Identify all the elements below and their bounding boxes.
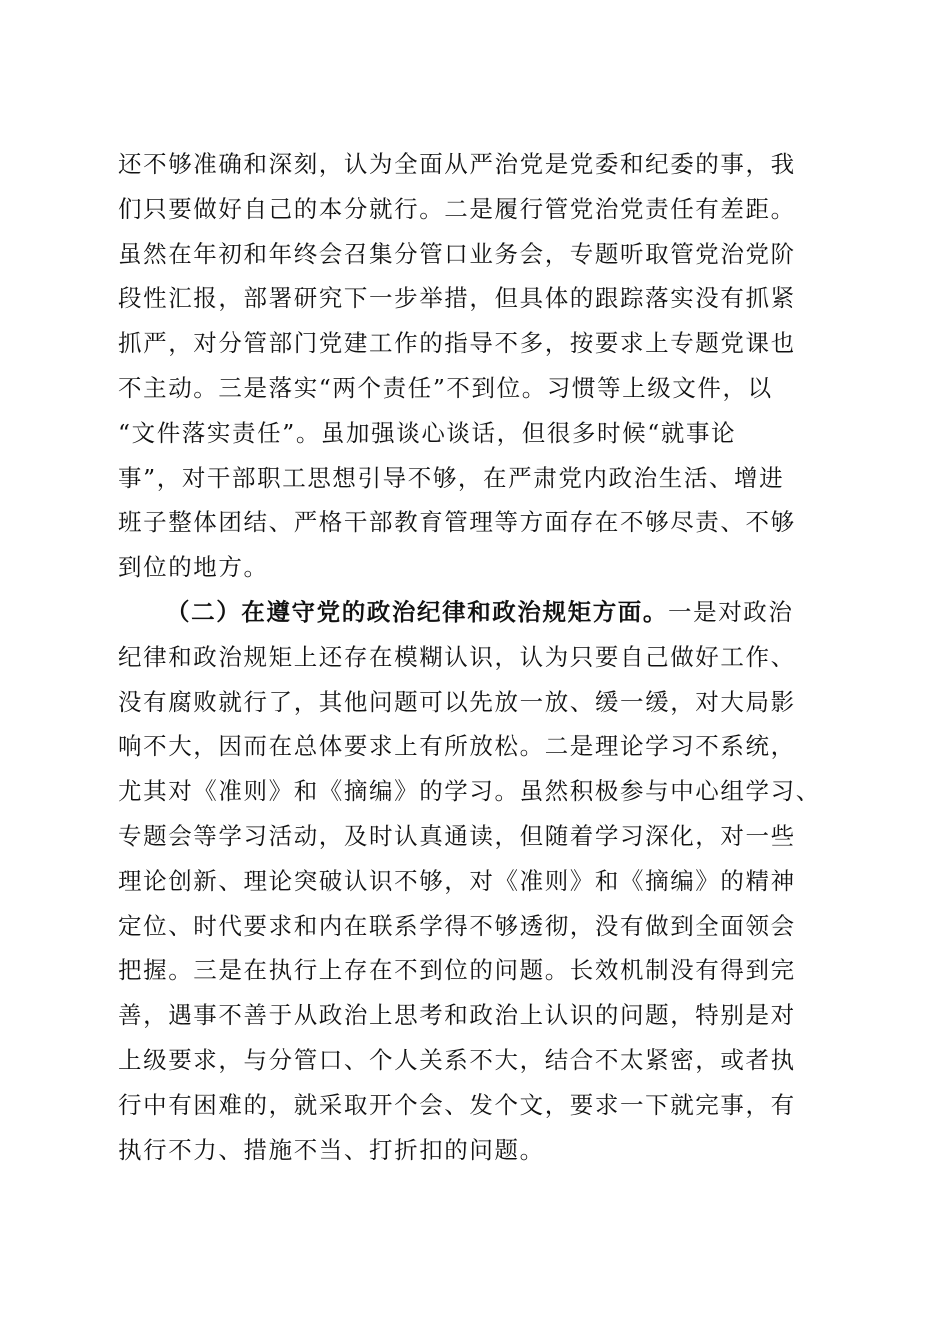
text-line: 事”，对干部职工思想引导不够，在严肃党内政治生活、增进 [118, 463, 785, 492]
text-line: 到位的地方。 [118, 553, 269, 582]
text-line: 善，遇事不善于从政治上思考和政治上认识的问题，特别是对 [118, 1001, 796, 1030]
text-line: 段性汇报，部署研究下一步举措，但具体的跟踪落实没有抓紧 [118, 284, 796, 313]
text-line: 没有腐败就行了，其他问题可以先放一放、缓一缓，对大局影 [118, 687, 796, 716]
text-line: 行中有困难的，就采取开个会、发个文，要求一下就完事，有 [118, 1090, 796, 1119]
text-line: 响不大，因而在总体要求上有所放松。二是理论学习不系统， [118, 732, 796, 761]
text-line: 纪律和政治规矩上还存在模糊认识，认为只要自己做好工作、 [118, 642, 796, 671]
section-2-first-line-rest: 一是对政治 [668, 597, 794, 626]
text-line: “文件落实责任”。虽加强谈心谈话，但很多时候“就事论 [118, 418, 737, 447]
text-line: 不主动。三是落实“两个责任”不到位。习惯等上级文件，以 [118, 373, 773, 402]
paragraph-1 [118, 142, 838, 590]
text-line: 上级要求，与分管口、个人关系不大，结合不太紧密，或者执 [118, 1045, 796, 1074]
text-line: 们只要做好自己的本分就行。二是履行管党治党责任有差距。 [118, 194, 796, 223]
text-line: 定位、时代要求和内在联系学得不够透彻，没有做到全面领会 [118, 911, 796, 940]
section-2-paragraph [118, 590, 838, 1172]
text-line: 把握。三是在执行上存在不到位的问题。长效机制没有得到完 [118, 956, 796, 985]
text-line: 理论创新、理论突破认识不够，对《准则》和《摘编》的精神 [118, 866, 796, 895]
text-line: 还不够准确和深刻，认为全面从严治党是党委和纪委的事，我 [118, 150, 796, 178]
text-line: 虽然在年初和年终会召集分管口业务会，专题听取管党治党阶 [118, 239, 796, 268]
section-2-heading: （二）在遵守党的政治纪律和政治规矩方面。 [166, 597, 668, 626]
document-body [118, 142, 838, 1172]
text-line: 抓严，对分管部门党建工作的指导不多，按要求上专题党课也 [118, 329, 796, 358]
section-2-first-line [118, 590, 838, 635]
text-line: 班子整体团结、严格干部教育管理等方面存在不够尽责、不够 [118, 508, 796, 537]
text-line: 执行不力、措施不当、打折扣的问题。 [118, 1135, 545, 1164]
text-line: 专题会等学习活动，及时认真通读，但随着学习深化，对一些 [118, 821, 796, 850]
text-line: 尤其对《准则》和《摘编》的学习。虽然积极参与中心组学习、 [118, 777, 821, 806]
